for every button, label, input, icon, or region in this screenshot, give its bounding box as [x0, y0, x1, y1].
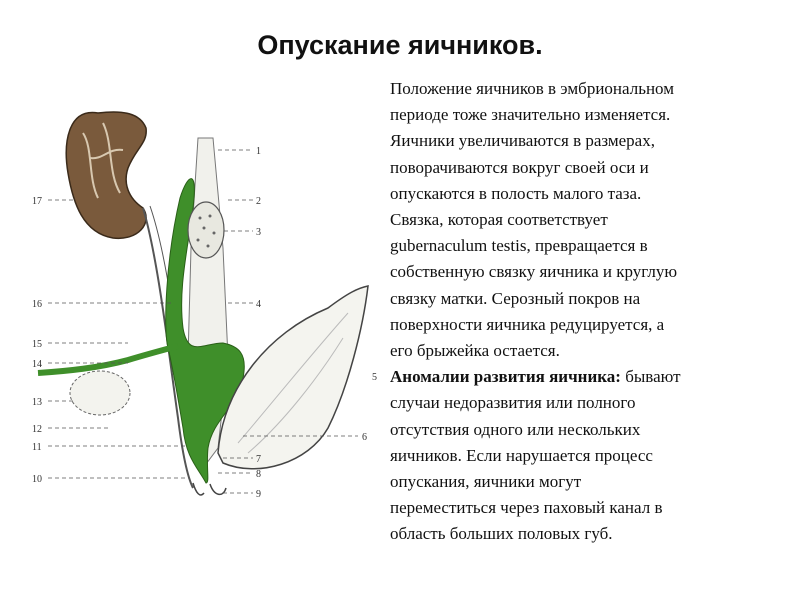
anomalies-first-text: бывают [620, 367, 681, 387]
text-line: поверхности яичника редуцируется, а [390, 314, 665, 334]
figure-label-11: 11 [32, 442, 42, 453]
anomalies-text-line: яичников. Если нарушается процесс [390, 445, 653, 465]
text-line: Яичники увеличиваются в размерах, [390, 131, 655, 151]
figure-label-8: 8 [256, 469, 261, 480]
figure-label-14: 14 [32, 359, 42, 370]
figure-label-1: 1 [256, 146, 261, 157]
figure-label-2: 2 [256, 196, 261, 207]
figure-label-17: 17 [32, 196, 42, 207]
text-line: опускаются в полость малого таза. [390, 183, 642, 203]
text-line: gubernaculum testis, превращается в [390, 236, 648, 256]
figure-label-9: 9 [256, 489, 261, 500]
anomalies-text-line: переместиться через паховый канал в [390, 498, 663, 518]
figure-label-5: 5 [372, 372, 377, 383]
text-line: поворачиваются вокруг своей оси и [390, 157, 649, 177]
figure-label-10: 10 [32, 474, 42, 485]
text-line: его брыжейка остается. [390, 341, 560, 361]
text-line: Положение яичников в эмбриональном [390, 79, 674, 98]
body-text [390, 76, 790, 548]
figure-label-15: 15 [32, 339, 42, 350]
figure-label-12: 12 [32, 424, 42, 435]
ovary [188, 202, 224, 258]
figure-label-13: 13 [32, 397, 42, 408]
text-line: связку матки. Серозный покров на [390, 288, 641, 308]
figure-label-4: 4 [256, 299, 261, 310]
text-line: Связка, которая соответствует [390, 210, 608, 230]
anomalies-line [390, 364, 790, 390]
figure-label-3: 3 [256, 227, 261, 238]
figure-label-7: 7 [256, 454, 261, 465]
anomalies-title: Аномалии развития яичника: [390, 367, 621, 387]
anomalies-text-line: случаи недоразвития или полного [390, 393, 636, 413]
anomalies-text-line: отсутствия одного или нескольких [390, 419, 641, 439]
figure-label-16: 16 [32, 299, 42, 310]
lower-ovary [70, 371, 130, 415]
anomalies-text-line: область больших половых губ. [390, 524, 613, 544]
slide-title: Опускание яичников. [257, 30, 543, 60]
ovary-descent-diagram [28, 88, 388, 518]
anatomy-illustration [28, 88, 388, 518]
text-line: собственную связку яичника и круглую [390, 262, 678, 282]
anomalies-text-line: опускания, яичники могут [390, 472, 582, 492]
text-line: периоде тоже значительно изменяется. [390, 105, 671, 125]
figure-label-6: 6 [362, 432, 367, 443]
